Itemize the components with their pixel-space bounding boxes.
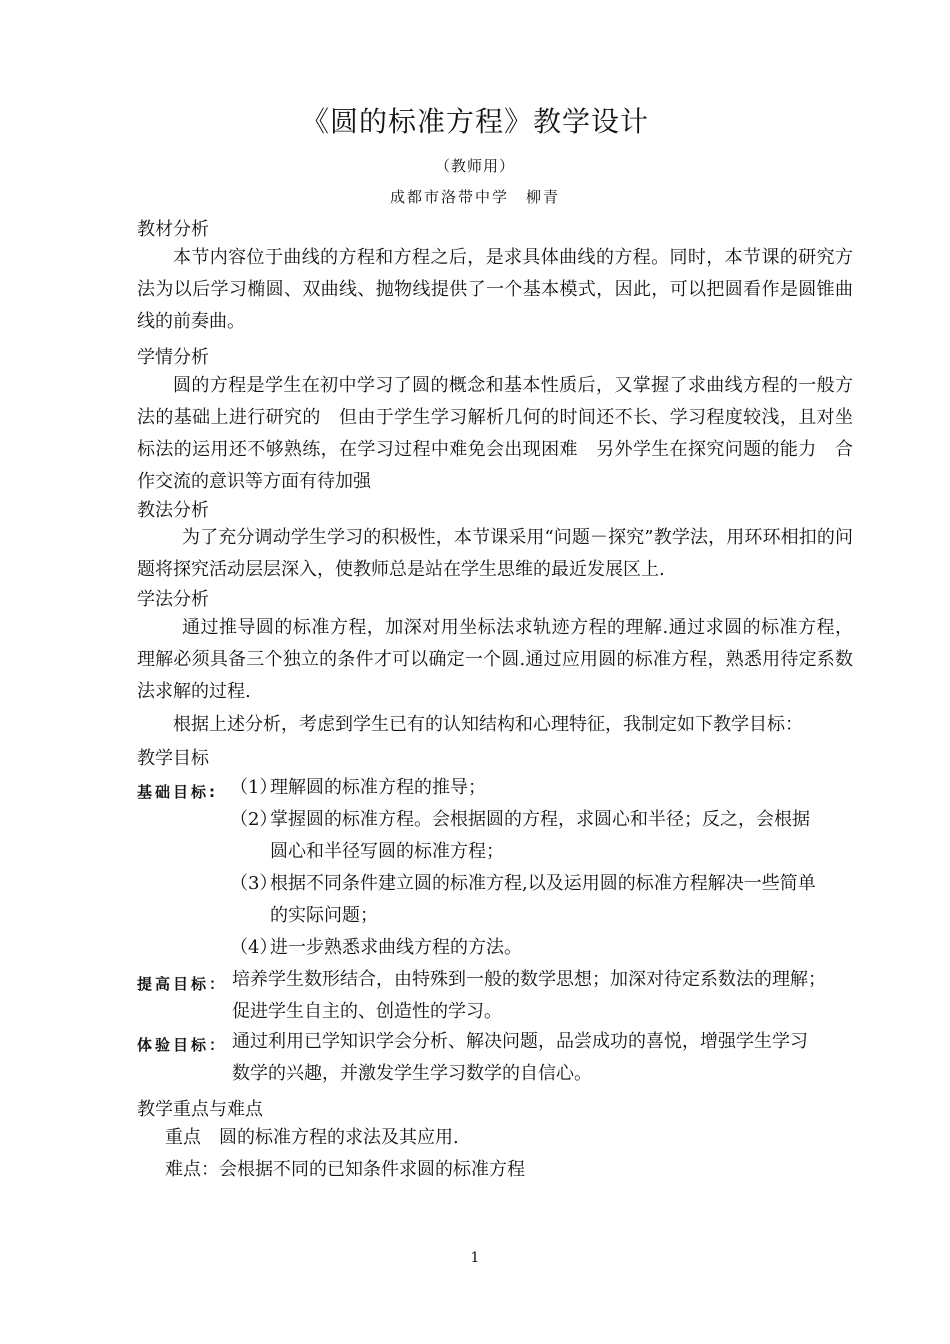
experience-goals-label: 体验目标： <box>137 1036 228 1054</box>
heading-learning-method: 学法分析 <box>137 589 209 610</box>
item-text: 理解圆的标准方程的推导； <box>270 777 486 798</box>
item-text: 掌握圆的标准方程。会根据圆的方程，求圆心和半径；反之，会根据 <box>270 809 810 830</box>
paragraph-goals-intro: 根据上述分析，考虑到学生已有的认知结构和心理特征，我制定如下教学目标： <box>173 714 803 735</box>
heading-student-analysis: 学情分析 <box>137 347 209 368</box>
basic-goals-label: 基础目标: <box>137 783 218 801</box>
basic-goal-item-continuation: 的实际问题； <box>270 905 378 926</box>
document-title: 《圆的标准方程》教学设计 <box>300 105 649 138</box>
document-author: 成都市洛带中学 柳青 <box>389 188 560 206</box>
advanced-goals-label: 提高目标： <box>137 975 228 993</box>
key-point-difficulty: 难点：会根据不同的已知条件求圆的标准方程 <box>165 1159 525 1180</box>
basic-goal-item <box>230 932 855 964</box>
experience-goals-text: 通过利用已学知识学会分析、解决问题，品尝成功的喜悦，增强学生学习 <box>232 1031 808 1052</box>
item-number: （4） <box>230 937 278 958</box>
key-point-focus: 重点 圆的标准方程的求法及其应用. <box>165 1127 459 1148</box>
document-subtitle: （教师用） <box>434 157 515 175</box>
advanced-goals-text: 培养学生数形结合，由特殊到一般的数学思想；加深对待定系数法的理解； <box>232 969 826 990</box>
experience-goals-text-continuation: 数学的兴趣，并激发学生学习数学的自信心。 <box>232 1063 592 1084</box>
advanced-goals-text-continuation: 促进学生自主的、创造性的学习。 <box>232 1001 502 1022</box>
basic-goal-item <box>230 772 855 804</box>
basic-goal-item-continuation: 圆心和半径写圆的标准方程； <box>270 841 504 862</box>
paragraph-teaching-method: 为了充分调动学生学习的积极性，本节课采用“问题－探究”教学法，用环环相扣的问题将探究活动层层深入，使教师总是站在学生思维的最近发展区上. <box>137 527 853 580</box>
item-text: 根据不同条件建立圆的标准方程,以及运用圆的标准方程解决一些简单 <box>270 873 816 894</box>
item-text: 进一步熟悉求曲线方程的方法。 <box>270 937 522 958</box>
paragraph-learning-method: 通过推导圆的标准方程，加深对用坐标法求轨迹方程的理解.通过求圆的标准方程，理解必须具备三个独立的条件才可以确定一个圆.通过应用圆的标准方程，熟悉用待定系数法求解的过程. <box>137 617 853 702</box>
page-number: 1 <box>470 1250 480 1266</box>
item-number: （1） <box>230 777 278 798</box>
basic-goal-item <box>230 804 855 836</box>
heading-key-points: 教学重点与难点 <box>137 1099 263 1120</box>
paragraph-student-analysis: 圆的方程是学生在初中学习了圆的概念和基本性质后，又掌握了求曲线方程的一般方法的基础上进行研究的 但由于学生学习解析几何的时间还不长、学习程度较浅，且对坐标法的运用还不够熟练，在学习过程中难免会出现困难 另外学生在探究问题的能力 合作交流的意识等方面有待加强 <box>137 375 853 492</box>
heading-material-analysis: 教材分析 <box>137 219 209 240</box>
item-number: （3） <box>230 873 278 894</box>
item-number: （2） <box>230 809 278 830</box>
heading-teaching-goals: 教学目标 <box>137 748 209 769</box>
heading-teaching-method: 教法分析 <box>137 500 209 521</box>
paragraph-material-analysis: 本节内容位于曲线的方程和方程之后，是求具体曲线的方程。同时，本节课的研究方法为以后学习椭圆、双曲线、抛物线提供了一个基本模式，因此，可以把圆看作是圆锥曲线的前奏曲。 <box>137 247 853 332</box>
basic-goal-item <box>230 868 855 900</box>
